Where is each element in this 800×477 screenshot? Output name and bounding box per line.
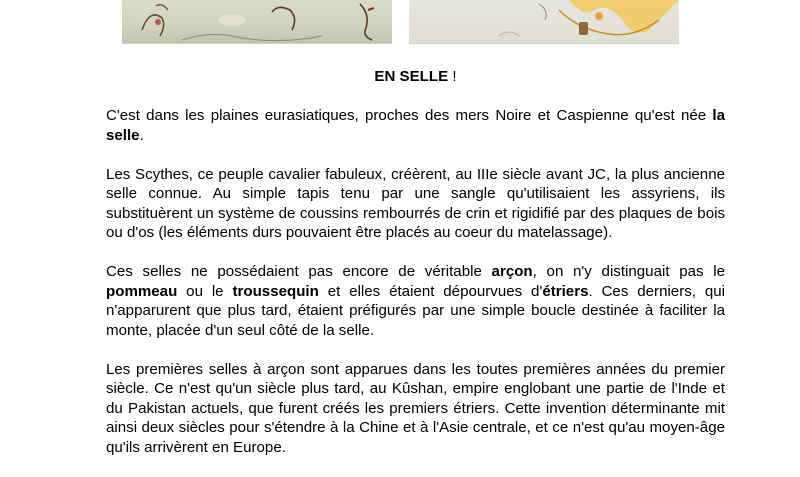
paragraph-first-saddles: Les premières selles à arçon sont apparues dans les toutes premières années du premier siècle. Ce n'est qu'un siècle plus tard, au Kûshan, empire englobant une partie de l'Inde et du Pakistan actuels, que furent créés les premiers étriers. Cette invention déterminante mit ainsi deux siècles pour s'étendre à la Chine et à l'Asie centrale, et ce n'est qu'au moyen-âge qu'ils arrivèrent en Europe. (106, 360, 725, 456)
paragraph-origin: C'est dans les plaines eurasiatiques, proches des mers Noire et Caspienne qu'est née la selle. (106, 107, 725, 144)
paragraph-arcon: Ces selles ne possédaient pas encore de véritable arçon, on n'y distinguait pas le pommeau ou le troussequin et elles étaient dépourvues d'étriers. Ces derniers, qui n'apparurent que plus tard, étaient préfigurés par une simple boucle destinée à faciliter la monte, placée d'un seul côté de la selle. (106, 263, 726, 339)
document-heading: EN SELLE ! (374, 68, 457, 85)
saddle-watercolor-icon (409, 0, 679, 43)
illustration-horse-rider (122, 0, 392, 44)
document-body (106, 67, 725, 477)
horse-rider-sketch-icon (122, 0, 392, 43)
illustration-saddle (409, 0, 679, 44)
paragraph-scythes: Les Scythes, ce peuple cavalier fabuleux, créèrent, au IIIe siècle avant JC, la plus ancienne selle connue. Au simple tapis tenu par une sangle qu'utilisaient les assyriens, ils substituèrent un système de coussins rembourrés de crin et rigidifié par des plaques de bois ou d'os (les éléments durs pouvaient être placés au coeur du matelassage). (106, 165, 725, 241)
